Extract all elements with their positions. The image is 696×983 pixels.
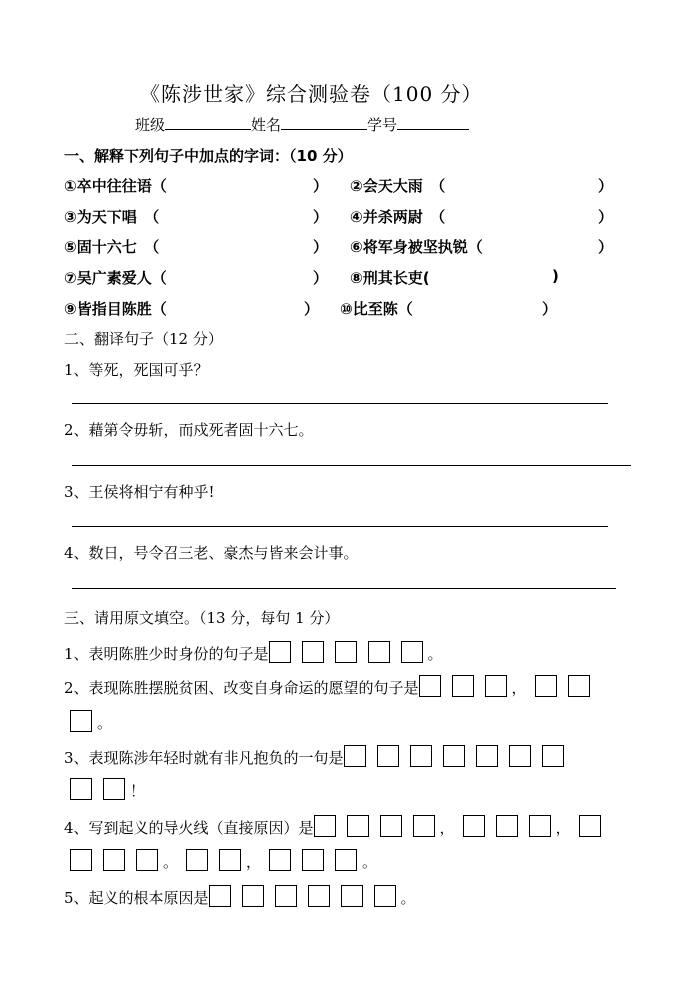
fill-item-3-cont (70, 778, 153, 801)
answer-box[interactable] (443, 745, 465, 767)
fill-prompt: 5、起义的根本原因是 (64, 889, 209, 907)
answer-box[interactable] (269, 641, 291, 663)
vocab-item: ⑥将军身被坚执锐（ (350, 238, 483, 256)
answer-box[interactable] (209, 885, 231, 907)
vocab-item-close: ） (313, 177, 329, 195)
period-mark: 。 (163, 853, 179, 871)
translation-item: 1、等死，死国可乎？ (64, 361, 209, 379)
section1-heading: 一、解释下列句子中加点的字词：（10 分） (64, 147, 353, 165)
fill-item-5 (64, 885, 424, 908)
period-mark: 。 (427, 645, 443, 663)
fill-prompt: 4、写到起义的导火线（直接原因）是 (64, 819, 314, 837)
answer-box[interactable] (314, 815, 336, 837)
period-mark: 。 (97, 714, 113, 732)
answer-box[interactable] (335, 641, 357, 663)
answer-box[interactable] (269, 849, 291, 871)
class-label: 班级 (135, 116, 166, 134)
name-field[interactable] (281, 115, 367, 130)
vocab-item-close: ） (313, 269, 329, 287)
answer-box[interactable] (529, 815, 551, 837)
answer-line[interactable] (72, 588, 616, 589)
answer-box[interactable] (275, 885, 297, 907)
comma-mark: ， (511, 679, 527, 697)
answer-box[interactable] (476, 745, 498, 767)
comma-mark: ， (555, 819, 571, 837)
answer-line[interactable] (72, 465, 631, 466)
answer-box[interactable] (509, 745, 531, 767)
answer-box[interactable] (341, 885, 363, 907)
answer-line[interactable] (72, 403, 608, 404)
answer-box[interactable] (401, 641, 423, 663)
answer-box[interactable] (136, 849, 158, 871)
vocab-item-close: ） (598, 177, 614, 195)
answer-box[interactable] (70, 710, 92, 732)
vocab-item: ②会天大雨 （ (350, 177, 446, 195)
vocab-item: ⑨皆指目陈胜（ (64, 300, 167, 318)
answer-box[interactable] (103, 849, 125, 871)
answer-line[interactable] (72, 526, 608, 527)
vocab-item-close: ） (313, 208, 329, 226)
vocab-item-close: ） (304, 300, 320, 318)
answer-box[interactable] (344, 745, 366, 767)
fill-item-3 (64, 745, 575, 768)
vocab-item: ⑧刑其长吏( (350, 269, 430, 287)
fill-item-2-cont (70, 710, 120, 733)
answer-box[interactable] (368, 641, 390, 663)
answer-box[interactable] (70, 778, 92, 800)
answer-box[interactable] (413, 815, 435, 837)
answer-box[interactable] (535, 675, 557, 697)
fill-prompt: 3、表现陈涉年轻时就有非凡抱负的一句是 (64, 749, 344, 767)
translation-item: 2、藉第令毋斩，而戍死者固十六七。 (64, 421, 314, 439)
name-label: 姓名 (251, 116, 282, 134)
answer-box[interactable] (103, 778, 125, 800)
answer-box[interactable] (419, 675, 441, 697)
fill-item-1 (64, 641, 451, 664)
fill-item-4 (64, 815, 612, 838)
comma-mark: ， (246, 853, 262, 871)
vocab-item-close: ） (542, 300, 558, 318)
fill-item-4-cont (70, 849, 385, 872)
id-label: 学号 (367, 116, 398, 134)
page-title: 《陈涉世家》综合测验卷（100 分） (140, 82, 483, 106)
section3-heading: 三、请用原文填空。（13 分，每句 1 分） (64, 609, 340, 627)
fill-prompt: 1、表明陈胜少时身份的句子是 (64, 645, 269, 663)
exclaim-mark: ！ (130, 782, 146, 800)
vocab-item-close: ） (598, 208, 614, 226)
class-field[interactable] (165, 115, 251, 130)
answer-box[interactable] (186, 849, 208, 871)
vocab-item-close: ） (313, 238, 329, 256)
answer-box[interactable] (219, 849, 241, 871)
answer-box[interactable] (496, 815, 518, 837)
answer-box[interactable] (242, 885, 264, 907)
vocab-item-close: ） (598, 238, 614, 256)
vocab-item: ③为天下唱 （ (64, 208, 160, 226)
answer-box[interactable] (302, 641, 324, 663)
translation-item: 4、数日，号令召三老、豪杰与皆来会计事。 (64, 544, 359, 562)
answer-box[interactable] (380, 815, 402, 837)
period-mark: 。 (400, 889, 416, 907)
answer-box[interactable] (568, 675, 590, 697)
answer-box[interactable] (463, 815, 485, 837)
vocab-item: ⑩比至陈（ (340, 300, 413, 318)
answer-box[interactable] (302, 849, 324, 871)
answer-box[interactable] (70, 849, 92, 871)
vocab-item: ④并杀两尉 （ (350, 208, 446, 226)
vocab-item: ⑤固十六七 （ (64, 238, 160, 256)
answer-box[interactable] (579, 815, 601, 837)
answer-box[interactable] (410, 745, 432, 767)
period-mark: 。 (362, 853, 378, 871)
translation-item: 3、王侯将相宁有种乎! (64, 483, 215, 501)
fill-prompt: 2、表现陈胜摆脱贫困、改变自身命运的愿望的句子是 (64, 679, 419, 697)
vocab-item-close: ) (552, 267, 559, 285)
comma-mark: ， (439, 819, 455, 837)
answer-box[interactable] (452, 675, 474, 697)
answer-box[interactable] (335, 849, 357, 871)
section2-heading: 二、翻译句子（12 分） (64, 330, 223, 348)
answer-box[interactable] (485, 675, 507, 697)
answer-box[interactable] (377, 745, 399, 767)
student-info-line (135, 114, 469, 135)
vocab-item: ①卒中往往语（ (64, 177, 167, 195)
answer-box[interactable] (542, 745, 564, 767)
id-field[interactable] (397, 115, 469, 130)
fill-item-2 (64, 675, 601, 698)
answer-box[interactable] (308, 885, 330, 907)
answer-box[interactable] (374, 885, 396, 907)
answer-box[interactable] (347, 815, 369, 837)
vocab-item: ⑦吴广素爱人（ (64, 269, 167, 287)
